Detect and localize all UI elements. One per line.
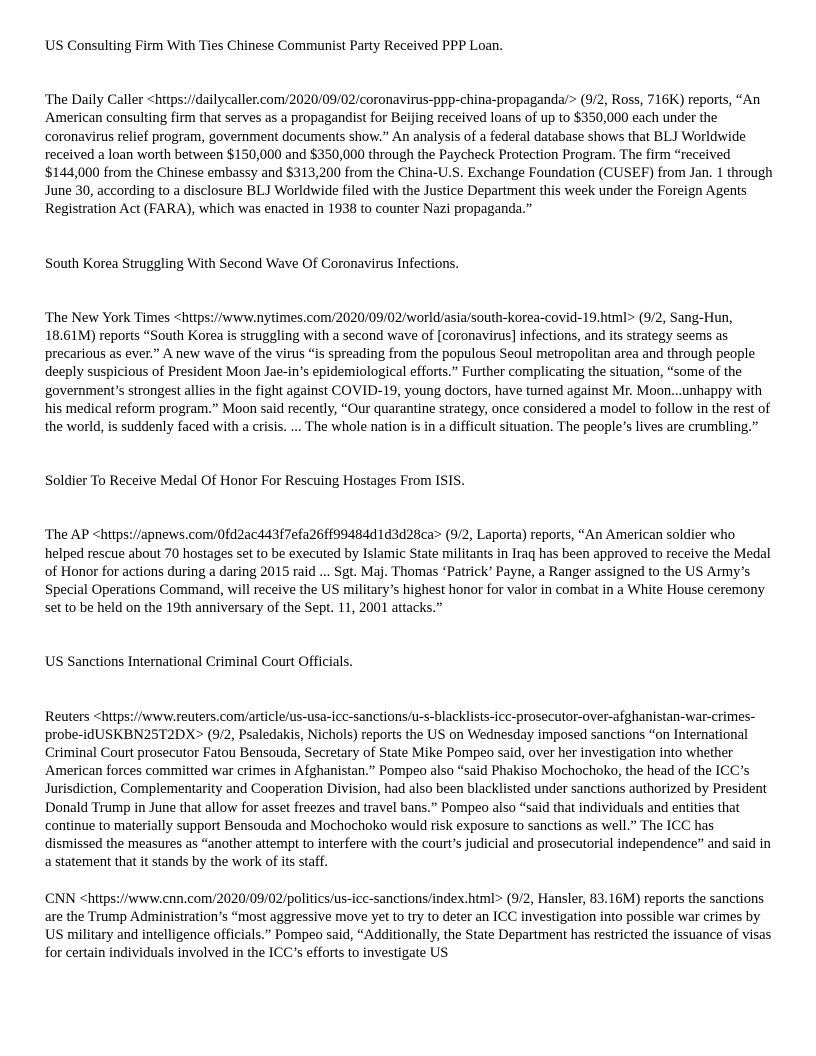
story-4-paragraph-2: CNN <https://www.cnn.com/2020/09/02/politics/us-icc-sanctions/index.html> (9/2, Hansler, 83.16M) reports the sanctions are the Trump Administration’s “most aggressive move yet to try to deter an ICC investigation into possible war crimes by US military and intelligence officials.” Pompeo said, “Additionally, the State Department has restricted the issuance of visas for certain individuals involved in the ICC’s efforts to investigate US — [45, 890, 772, 962]
story-2-headline: South Korea Struggling With Second Wave Of Coronavirus Infections. — [45, 255, 459, 272]
story-4-headline: US Sanctions International Criminal Court Officials. — [45, 654, 353, 671]
document-page — [45, 37, 773, 962]
story-1-headline: US Consulting Firm With Ties Chinese Communist Party Received PPP Loan. — [45, 38, 503, 54]
story-1-paragraph-1: The Daily Caller <https://dailycaller.com/2020/09/02/coronavirus-ppp-china-propaganda/> (9/2, Ross, 716K) reports, “An American consulting firm that serves as a propagandist for Beijing received loans of up to $350,000 each under the coronavirus relief program, government documents show.” An analysis of a federal database shows that BLJ Worldwide received a loan worth between $150,000 and $350,000 through the Paycheck Protection Program. The firm “received $144,000 from the Chinese embassy and $313,200 from the China-U.S. Exchange Foundation (CUSEF) from Jan. 1 through June 30, according to a disclosure BLJ Worldwide filed with the Justice Department this week under the Foreign Agents Registration Act (FARA), which was enacted in 1938 to counter Nazi propaganda.” — [45, 92, 773, 218]
story-3-paragraph-1: The AP <https://apnews.com/0fd2ac443f7efa26ff99484d1d3d28ca> (9/2, Laporta) reports, “An American soldier who helped rescue about 70 hostages set to be executed by Islamic State militants in Iraq has been approved to receive the Medal of Honor for actions during a daring 2015 raid ... Sgt. Maj. Thomas ‘Patrick’ Payne, a Ranger assigned to the US Army’s Special Operations Command, will receive the US military’s highest honor for valor in combat in a White House ceremony set to be held on the 19th anniversary of the Sept. 11, 2001 attacks.” — [45, 527, 771, 617]
story-3-headline: Soldier To Receive Medal Of Honor For Rescuing Hostages From ISIS. — [45, 473, 465, 490]
story-2-paragraph-1: The New York Times <https://www.nytimes.com/2020/09/02/world/asia/south-korea-covid-19.html> (9/2, Sang-Hun, 18.61M) reports “South Korea is struggling with a second wave of [coronavirus] infections, and its strategy seems as precarious as ever.” A new wave of the virus “is spreading from the populous Seoul metropolitan area and through people deeply suspicious of President Moon Jae-in’s epidemiological efforts.” Further complicating the situation, “some of the government’s strongest allies in the fight against COVID-19, young doctors, have turned against Mr. Moon...unhappy with his medical reform program.” Moon said recently, “Our quarantine strategy, once considered a model to follow in the rest of the world, is suddenly faced with a crisis. ... The whole nation is in a difficult situation. The people’s lives are crumbling.” — [45, 309, 771, 436]
story-4-paragraph-1: Reuters <https://www.reuters.com/article/us-usa-icc-sanctions/u-s-blacklists-icc-prosecutor-over-afghanistan-war-crimes-probe-idUSKBN25T2DX> (9/2, Psaledakis, Nichols) reports the US on Wednesday imposed sanctions “on International Criminal Court prosecutor Fatou Bensouda, Secretary of State Mike Pompeo said, over her investigation into whether American forces committed war crimes in Afghanistan.” Pompeo also “said Phakiso Mochochoko, the head of the ICC’s Jurisdiction, Complementarity and Cooperation Division, had also been blacklisted under sanctions authorized by President Donald Trump in June that allow for asset freezes and travel bans.” Pompeo also “said that individuals and entities that continue to materially support Bensouda and Mochochoko would risk exposure to sanctions as well.” The ICC has dismissed the measures as “another attempt to interfere with the court’s judicial and prosecutorial independence” and said in a statement that it stands by the work of its staff. — [45, 708, 771, 871]
